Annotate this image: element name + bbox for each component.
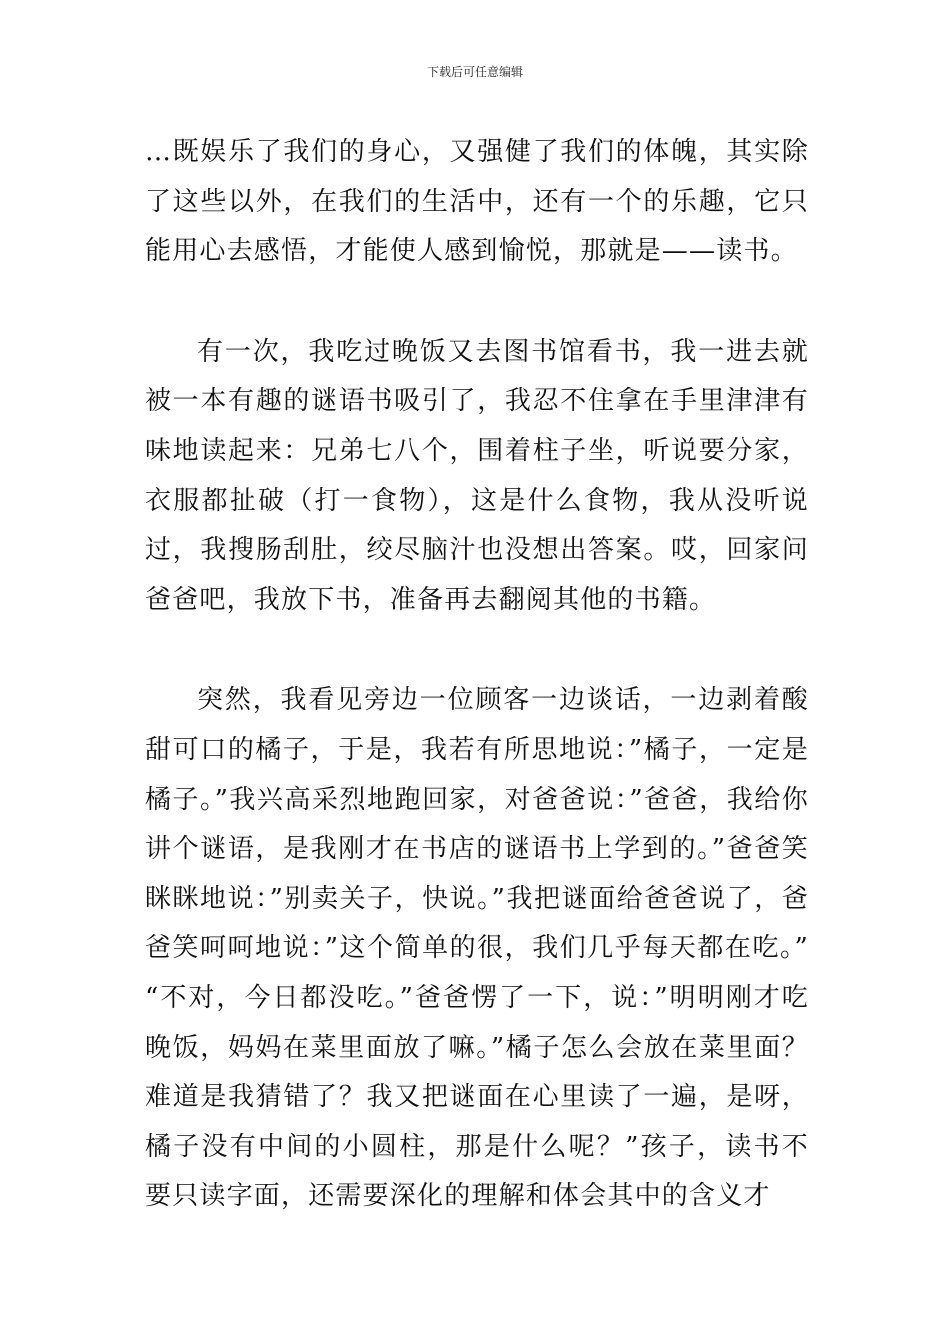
page-header: 下载后可任意编辑	[426, 65, 523, 79]
paragraph-3: 突然，我看见旁边一位顾客一边谈话，一边剥着酸甜可口的橘子，于是，我若有所思地说：”橘子，一定是橘子。”我兴高采烈地跑回家，对爸爸说：”爸爸，我给你讲个谜语，是我刚才在书店的谜语书上学到的。”爸爸笑眯眯地说：”别卖关子，快说。”我把谜面给爸爸说了，爸爸笑呵呵地说：”这个简单的很，我们几乎每天都在吃。”“不对，今日都没吃。”爸爸愣了一下，说：”明明刚才吃晚饭，妈妈在菜里面放了嘛。”橘子怎么会放在菜里面？难道是我猜错了？我又把谜面在心里读了一遍，是呀，橘子没有中间的小圆柱，那是什么呢？”孩子，读书不要只读字面，还需要深化的理解和体会其中的含义才	[145, 685, 809, 1212]
paragraph-2: 有一次，我吃过晚饭又去图书馆看书，我一进去就被一本有趣的谜语书吸引了，我忍不住拿在手里津津有味地读起来：兄弟七八个，围着柱子坐，听说要分家，衣服都扯破（打一食物），这是什么食物，我从没听说过，我搜肠刮肚，绞尽脑汁也没想出答案。哎，回家问爸爸吧，我放下书，准备再去翻阅其他的书籍。	[145, 336, 809, 615]
paragraph-1: …既娱乐了我们的身心，又强健了我们的体魄，其实除了这些以外，在我们的生活中，还有一个的乐趣，它只能用心去感悟，才能使人感到愉悦，那就是——读书。	[145, 137, 809, 267]
document-body	[145, 128, 809, 1222]
